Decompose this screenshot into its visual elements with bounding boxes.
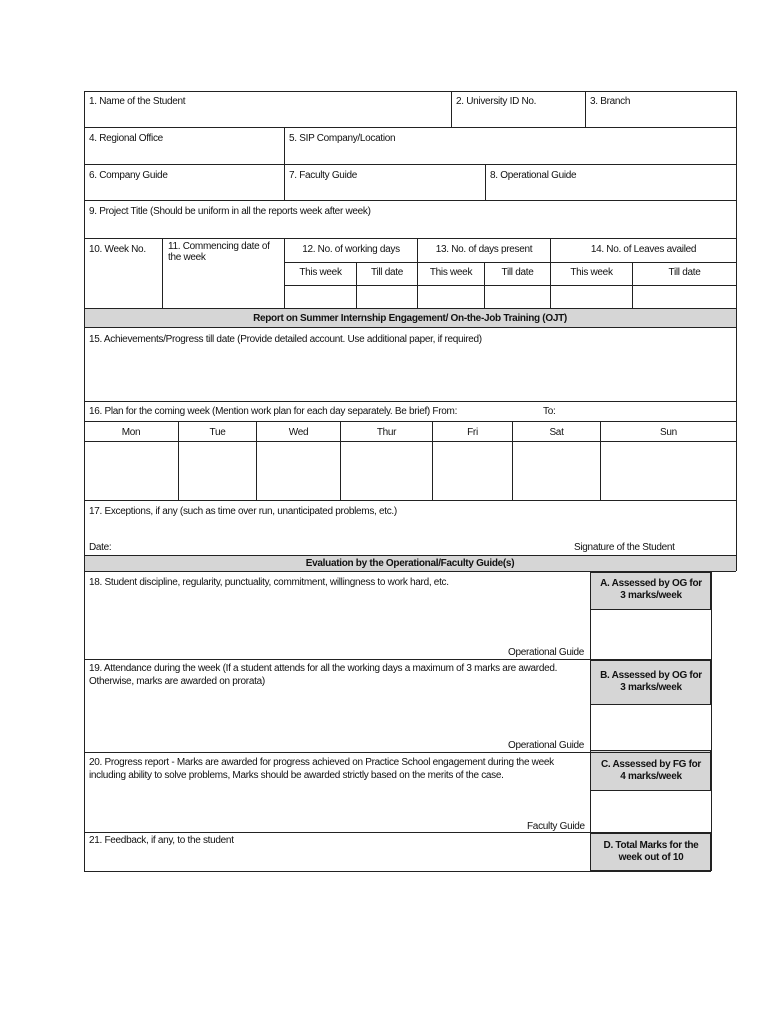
leaves-this-week: This week: [570, 267, 613, 278]
working-till-date: Till date: [371, 267, 403, 278]
rule-2: [84, 164, 736, 165]
rule-12: [84, 752, 711, 753]
day-sun: Sun: [660, 427, 677, 438]
col-univ: [451, 91, 452, 127]
faculty-guide-label: 7. Faculty Guide: [289, 170, 358, 181]
rule-week-sub: [284, 262, 736, 263]
exceptions-label: 17. Exceptions, if any (such as time over run, unanticipated problems, etc.): [89, 506, 397, 517]
rule-days-head: [84, 421, 736, 422]
signoff-og-18: Operational Guide: [508, 647, 585, 658]
assess-a-label: A. Assessed by OG for 3 marks/week: [600, 578, 702, 601]
date-label: Date:: [89, 542, 112, 553]
leaves-till-date: Till date: [668, 267, 701, 278]
report-band-title: Report on Summer Internship Engagement/ On-the-Job Training (OJT): [253, 313, 567, 324]
day-wed: Wed: [288, 427, 309, 438]
col-faculty: [284, 164, 285, 200]
signoff-og-19: Operational Guide: [508, 740, 585, 751]
day-fri: Fri: [467, 427, 478, 438]
rule-13: [84, 832, 711, 833]
evaluation-band-title: Evaluation by the Operational/Faculty Guide(s): [305, 558, 515, 569]
regional-office-label: 4. Regional Office: [89, 133, 163, 144]
rule-days-row: [84, 441, 736, 442]
student-name-label: 1. Name of the Student: [89, 96, 186, 107]
item-progress: 20. Progress report - Marks are awarded for progress achieved on Practice School engagement during the week including ability to solve problems, Marks should be awarded strictly based on the merits of the case.: [89, 757, 554, 781]
col-branch: [585, 91, 586, 127]
rule-6: [84, 327, 736, 328]
assess-c-label: C. Assessed by FG for 4 marks/week: [600, 759, 702, 782]
col-opguide: [485, 164, 486, 200]
working-days-label: 12. No. of working days: [302, 244, 400, 255]
present-this-week: This week: [429, 267, 473, 278]
leaves-label: 14. No. of Leaves availed: [590, 244, 697, 255]
border-left: [84, 91, 85, 871]
item-discipline: 18. Student discipline, regularity, punctuality, commitment, willingness to work hard, etc.: [89, 577, 449, 588]
rule-4: [84, 238, 736, 239]
plan-label: 16. Plan for the coming week (Mention work plan for each day separately. Be brief) From:: [89, 406, 458, 417]
rule-1: [84, 127, 736, 128]
day-mon: Mon: [121, 427, 141, 438]
assess-d-label: D. Total Marks for the week out of 10: [603, 840, 699, 863]
branch-label: 3. Branch: [590, 96, 631, 107]
company-guide-label: 6. Company Guide: [89, 170, 168, 181]
day-thur: Thur: [376, 427, 397, 438]
operational-guide-label: 8. Operational Guide: [490, 170, 577, 181]
rule-week-vals: [284, 285, 736, 286]
rule-3: [84, 200, 736, 201]
border-bottom: [84, 871, 711, 872]
days-present-label: 13. No. of days present: [435, 244, 533, 255]
day-sat: Sat: [549, 427, 564, 438]
plan-to-label: To:: [543, 406, 556, 417]
signoff-fg-20: Faculty Guide: [527, 821, 585, 832]
item-feedback: 21. Feedback, if any, to the student: [89, 835, 234, 846]
rule-10: [84, 571, 736, 572]
border-top: [84, 91, 736, 92]
day-tue: Tue: [209, 427, 226, 438]
achievements-label: 15. Achievements/Progress till date (Provide detailed account. Use additional paper, if required): [89, 334, 482, 345]
sip-company-label: 5. SIP Company/Location: [289, 133, 396, 144]
border-right-lower: [711, 571, 712, 871]
present-till-date: Till date: [501, 267, 534, 278]
col-week-no: [162, 238, 163, 308]
week-no-label: 10. Week No.: [89, 244, 146, 255]
rule-7: [84, 401, 736, 402]
working-this-week: This week: [299, 267, 342, 278]
assess-b-label: B. Assessed by OG for 3 marks/week: [600, 670, 702, 693]
project-title-label: 9. Project Title (Should be uniform in all the reports week after week): [89, 206, 371, 217]
col-eval-sep: [590, 571, 591, 871]
rule-5: [84, 308, 736, 309]
rule-11: [84, 659, 711, 660]
rule-8: [84, 500, 736, 501]
border-right-upper: [736, 91, 737, 571]
signature-label: Signature of the Student: [574, 542, 675, 553]
university-id-label: 2. University ID No.: [456, 96, 537, 107]
commencing-date-label: 11. Commencing date of the week: [168, 241, 270, 263]
rule-9: [84, 555, 736, 556]
col-sip: [284, 127, 285, 164]
item-attendance: 19. Attendance during the week (If a student attends for all the working days a maximum of 3 marks are awarded. Otherwise, marks are awarded on prorata): [89, 663, 558, 687]
